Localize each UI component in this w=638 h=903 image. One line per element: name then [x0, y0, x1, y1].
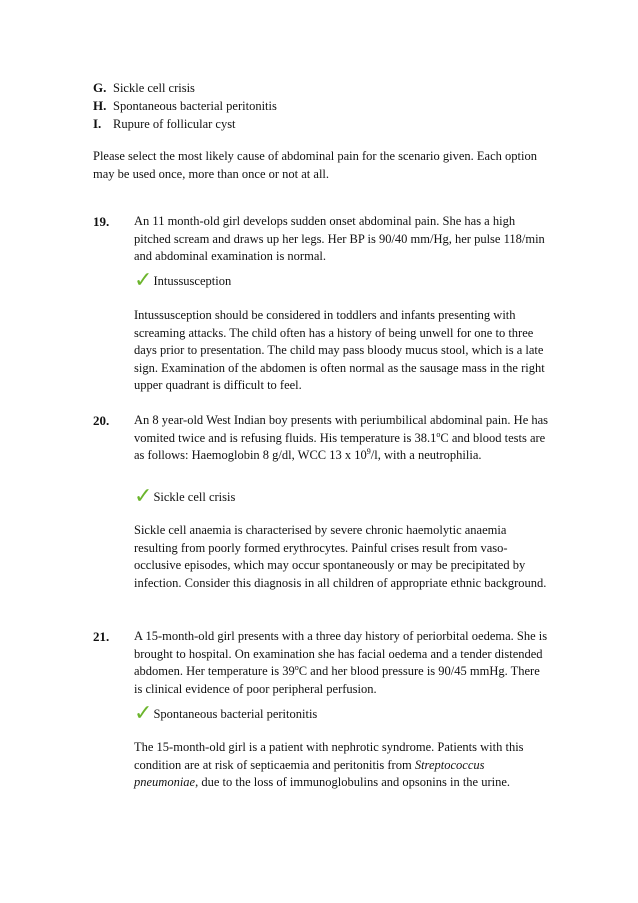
answer-text: Sickle cell crisis: [153, 490, 236, 504]
check-mark-icon: ✓: [134, 484, 153, 509]
answer: [134, 701, 317, 726]
check-mark-icon: ✓: [134, 268, 153, 293]
option-letter: I.: [93, 116, 102, 131]
explanation: Intussusception should be considered in toddlers and infants presenting with screaming attacks. The child often has a history of being unwell for one to three days prior to presentation. The child may pass bloody mucus stool, which is a late sign. Examination of the abdomen is often normal as the sausage mass in the right upper quadrant is difficult to feel.: [134, 308, 545, 392]
option-letter: H.: [93, 98, 107, 113]
check-mark-icon: ✓: [134, 701, 153, 726]
question-number: 21.: [93, 629, 110, 644]
answer-text: Intussusception: [153, 274, 232, 288]
option-text: Spontaneous bacterial peritonitis: [113, 99, 277, 113]
option-letter: G.: [93, 80, 107, 95]
question-number: 19.: [93, 214, 110, 229]
option-text: Rupure of follicular cyst: [113, 117, 236, 131]
option-text: Sickle cell crisis: [113, 81, 195, 95]
question-stem: An 11 month-old girl develops sudden onset abdominal pain. She has a high pitched scream and draws up her legs. Her BP is 90/40 mm/Hg, her pulse 118/min and abdominal examination is normal.: [134, 214, 545, 263]
question-stem: A 15-month-old girl presents with a three day history of periorbital oedema. She is brought to hospital. On examination she has facial oedema and a tender distended abdomen. Her temperature is 39$^o$C and her blood pressure is 90/45 mmHg. There is clinical evidence of poor peripheral perfusion.: [134, 629, 548, 696]
question-number: 20.: [93, 413, 110, 428]
answer-text: Spontaneous bacterial peritonitis: [153, 707, 318, 721]
option-g: [93, 80, 195, 96]
answer: [134, 268, 231, 293]
explanation: Sickle cell anaemia is characterised by severe chronic haemolytic anaemia resulting from poorly formed erythrocytes. Painful crises result from vaso-occlusive episodes, which may occur spontaneously or may be precipitated by infection. Consider this diagnosis in all children of appropriate ethnic background.: [134, 523, 547, 590]
option-i: [93, 116, 236, 132]
explanation: The 15-month-old girl is a patient with nephrotic syndrome. Patients with this condition are at risk of septicaemia and peritonitis from Streptococcus pneumoniae, due to the loss of immunoglobulins and opsonins in the urine.: [134, 740, 524, 789]
answer: [134, 484, 235, 509]
question-stem: An 8 year-old West Indian boy presents with periumbilical abdominal pain. He has vomited twice and is refusing fluids. His temperature is 38.1$^o$C and blood tests are as follows: Haemoglobin 8 g/dl, WCC 13 x $10^9/l$, with a neutrophilia.: [134, 413, 549, 462]
option-h: [93, 98, 277, 114]
instructions: Please select the most likely cause of abdominal pain for the scenario given. Each option may be used once, more than once or not at all.: [93, 149, 537, 181]
